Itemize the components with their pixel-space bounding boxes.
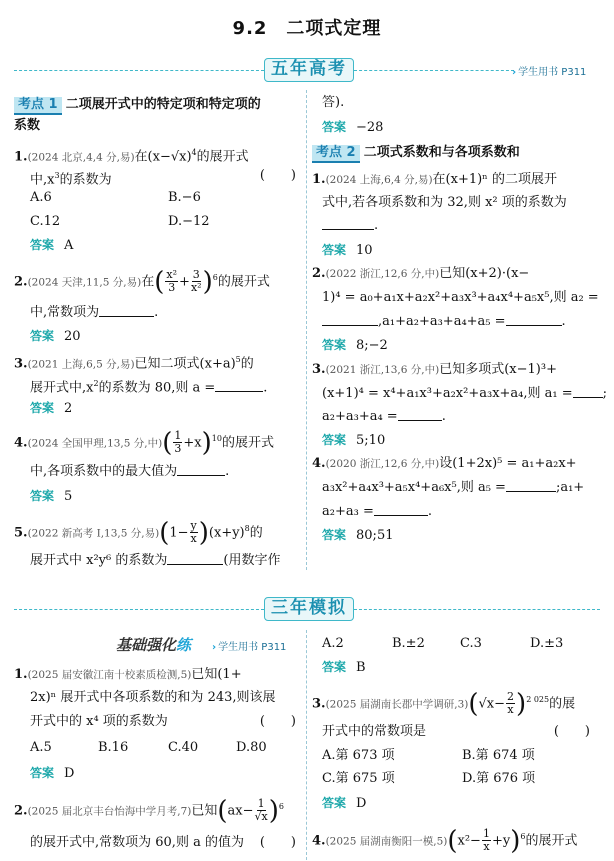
- section-banner-three-years: 三年模拟: [264, 597, 354, 621]
- kd1-title-cont: 系数: [14, 118, 41, 133]
- q1-line1: 1.(2024 北京,4,4 分,易)在$(x-√x)^4$的展开式: [14, 148, 249, 165]
- t4-line1: 4.(2025 届湖南衡阳一模,5)(x²− $\frac{1}{x}$ +y)$^6$的展开式: [312, 825, 578, 856]
- r1-answer: 答案 10: [322, 243, 373, 258]
- kd2-tag: 考点 2: [312, 145, 360, 163]
- q1-option-a: A.6: [30, 190, 52, 205]
- r4-line2: a₃x²+a₄x³+a₅x⁴+a₆x⁵,则 a₅ = ;a₁+: [322, 480, 585, 495]
- t3-answer: 答案 D: [322, 796, 367, 811]
- r3-line1: 3.(2021 浙江,13,6 分,中)已知多项式(x−1)³+: [312, 362, 557, 377]
- s1-line3: 开式中的 x⁴ 项的系数为 ( ): [30, 714, 296, 729]
- s1-option-d: D.80: [236, 740, 267, 755]
- q3-line1: 3.(2021 上海,6,5 分,易)已知二项式$(x+a)^5$的: [14, 355, 254, 372]
- q2-line2: 中,常数项为 .: [30, 305, 159, 320]
- r2-line1: 2.(2022 浙江,12,6 分,中)已知(x+2)·(x−: [312, 266, 530, 281]
- banner2-line-right: [354, 609, 600, 610]
- banner2-line-left: [14, 609, 264, 610]
- q3-answer: 答案 2: [30, 401, 73, 416]
- t3-option-b: B.第 674 项: [462, 748, 535, 763]
- q2-line1: 2.(2024 天津,11,5 分,易)在( $\frac{\text{x²}}{3}$ + $\frac{3}{\text{x²}}$ )$^6$的展开式: [14, 266, 270, 297]
- t3-option-d: D.第 676 项: [462, 771, 536, 786]
- section-banner-five-years: 五年高考: [264, 58, 354, 82]
- student-book-ref-2: › 学生用书 P311: [212, 642, 287, 653]
- s1-option-c: C.40: [168, 740, 199, 755]
- s1-option-b: B.16: [98, 740, 129, 755]
- banner-line-left: [14, 70, 264, 71]
- q1-option-d: D.−12: [168, 214, 210, 229]
- t3-line2: 开式中的常数项是 ( ): [322, 724, 590, 739]
- chevron-right-icon: ›: [212, 642, 217, 653]
- t3-line1: 3.(2025 届湖南长郡中学调研,3)(√x− $\frac{2}{x}$ )$^{2 025}$的展: [312, 688, 576, 719]
- r4-line3: a₂+a₃ = .: [322, 504, 432, 519]
- chevron-right-icon: ›: [512, 67, 517, 78]
- column-divider: [306, 90, 307, 570]
- q1-line2: 中$,x^3$的系数为 ( ): [30, 168, 296, 188]
- s2-line1: 2.(2025 届北京丰台怡海中学月考,7)已知(ax− $\frac{1}{√x}$ )$^6$: [14, 795, 284, 826]
- s1-line1: 1.(2025 届安徽江南十校素质检测,5)已知(1+: [14, 667, 242, 682]
- t2-option-d: D.±3: [530, 636, 564, 651]
- q1-answer: 答案 A: [30, 238, 74, 253]
- q1-option-c: C.12: [30, 214, 61, 229]
- r2-line3: ,a₁+a₂+a₃+a₄+a₅ = .: [322, 314, 566, 330]
- page-title: 9.2 二项式定理: [232, 18, 382, 39]
- q4-line1: 4.(2024 全国甲理,13,5 分,中)( $\frac{1}{3}$ +x)$^{10}$的展开式: [14, 427, 274, 458]
- q4-line2: 中,各项系数中的最大值为 .: [30, 464, 230, 479]
- r4-answer: 答案 80;51: [322, 528, 394, 543]
- q4-answer: 答案 5: [30, 489, 73, 504]
- kd1-heading: 考点 1 二项展开式中的特定项和特定项的: [14, 97, 261, 115]
- t3-option-a: A.第 673 项: [322, 748, 395, 763]
- q5-line2: 展开式中 x²y⁶ 的系数为 (用数字作: [30, 553, 281, 568]
- t2-option-b: B.±2: [392, 636, 425, 651]
- q1-option-b: B.−6: [168, 190, 201, 205]
- r1-line1: 1.(2024 上海,6,4 分,易)在(x+1)ⁿ 的二项展开: [312, 172, 557, 187]
- q5-line3: 答).: [322, 95, 345, 110]
- q3-line2: 展开式中$,x^2$的系数为 80,则 a = .: [30, 379, 268, 396]
- r1-line3: .: [322, 218, 378, 234]
- kd2-heading: 考点 2 二项式系数和与各项系数和: [312, 145, 520, 163]
- r2-answer: 答案 8;−2: [322, 338, 388, 353]
- s1-option-a: A.5: [30, 740, 52, 755]
- t2-option-a: A.2: [322, 636, 344, 651]
- student-book-ref: › 学生用书 P311: [512, 67, 587, 78]
- s2-line2: 的展开式中,常数项为 60,则 a 的值为 ( ): [30, 835, 296, 850]
- r3-line3: a₂+a₃+a₄ = .: [322, 409, 446, 424]
- s1-line2: 2x)ⁿ 展开式中各项系数的和为 243,则该展: [30, 690, 276, 705]
- column-divider-2: [306, 630, 307, 860]
- q2-answer: 答案 20: [30, 329, 81, 344]
- kd1-tag: 考点 1: [14, 97, 62, 115]
- q5-answer: 答案 −28: [322, 120, 384, 135]
- banner-line-right: [354, 70, 514, 71]
- q5-line1: 5.(2022 新高考 Ⅰ,13,5 分,易)(1− $\frac{y}{x}$ )$(x+y)^8$的: [14, 517, 263, 548]
- r2-line2: 1)⁴ = a₀+a₁x+a₂x²+a₃x³+a₄x⁴+a₅x⁵,则 a₂ =: [322, 290, 599, 305]
- sub-section-title: 基础强化练: [116, 636, 192, 654]
- t2-answer: 答案 B: [322, 660, 366, 675]
- t3-option-c: C.第 675 项: [322, 771, 395, 786]
- r1-line2: 式中,若各项系数和为 32,则 x² 项的系数为: [322, 195, 567, 210]
- r4-line1: 4.(2020 浙江,12,6 分,中)设(1+2x)⁵ = a₁+a₂x+: [312, 456, 577, 471]
- t2-option-c: C.3: [460, 636, 482, 651]
- s1-answer: 答案 D: [30, 766, 75, 781]
- r3-answer: 答案 5;10: [322, 433, 386, 448]
- r3-line2: (x+1)⁴ = x⁴+a₁x³+a₂x²+a₃x+a₄,则 a₁ = ;: [322, 386, 608, 401]
